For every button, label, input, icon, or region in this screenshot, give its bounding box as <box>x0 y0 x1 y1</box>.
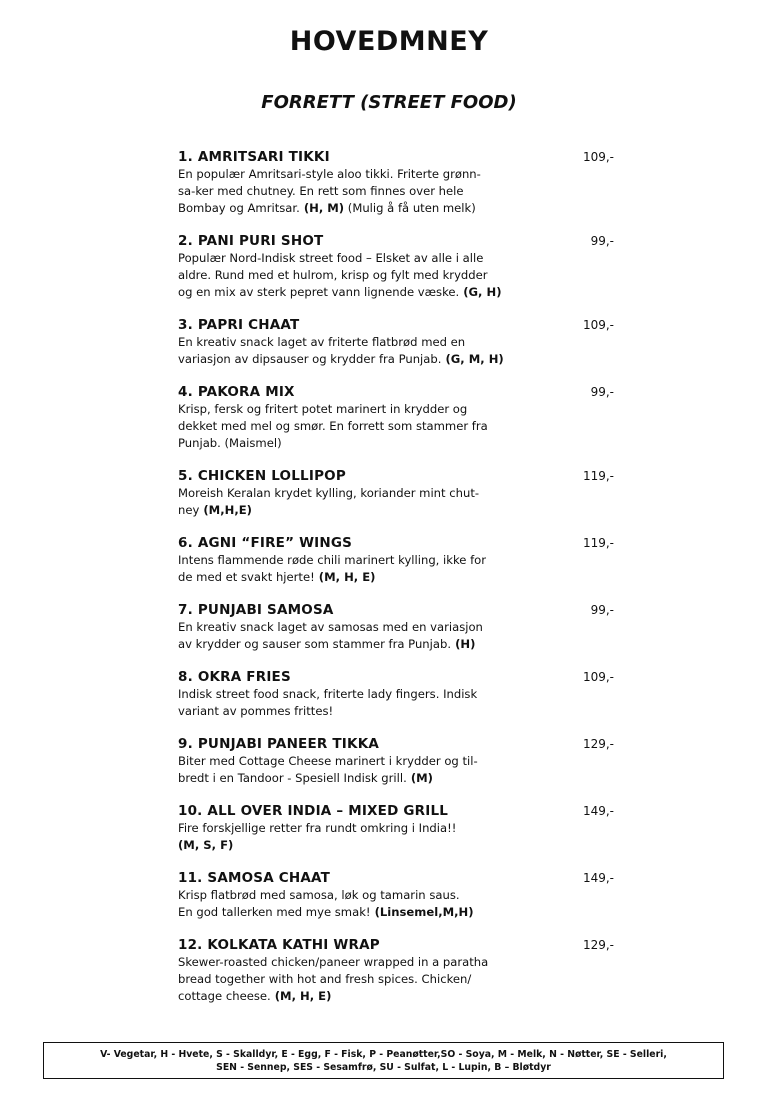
menu-item-header <box>178 534 614 552</box>
menu-item-description-line: Skewer-roasted chicken/paneer wrapped in a paratha <box>178 955 489 969</box>
menu-item-header <box>178 383 614 401</box>
menu-item-price: 99,- <box>590 385 614 399</box>
allergen-legend-line: SEN - Sennep, SES - Sesamfrø, SU - Sulfat, L - Lupin, B – Bløtdyr <box>216 1061 551 1073</box>
menu-item-description-line: En god tallerken med mye smak! <box>178 905 371 919</box>
menu-item-price: 109,- <box>582 670 614 684</box>
section-title: FORRETT (STREET FOOD) <box>261 92 517 113</box>
menu-item-description <box>178 485 524 519</box>
menu-item-allergens: (M) <box>406 771 433 785</box>
menu-item-description-line: Punjab. (Maismel) <box>178 436 282 450</box>
menu-item-allergens: (M, H, E) <box>314 570 376 584</box>
menu-item-header <box>178 148 614 166</box>
menu-item-header <box>178 601 614 619</box>
menu-item-name: 10. ALL OVER INDIA – MIXED GRILL <box>178 803 449 819</box>
menu-item <box>178 601 614 653</box>
menu-item-price: 149,- <box>582 804 614 818</box>
menu-item-name: 2. PANI PURI SHOT <box>178 233 324 249</box>
menu-item <box>178 148 614 217</box>
menu-item-description <box>178 250 524 301</box>
menu-item <box>178 869 614 921</box>
menu-item-description <box>178 686 524 720</box>
menu-item-description <box>178 334 524 368</box>
menu-item-description <box>178 954 524 1005</box>
menu-item-description-line: En kreativ snack laget av friterte flatbrød med en <box>178 335 466 349</box>
menu-item-description-line: Populær Nord-Indisk street food – Elsket av alle i alle <box>178 251 484 265</box>
menu-item-description <box>178 820 524 854</box>
menu-item-allergens: (M, S, F) <box>178 838 234 852</box>
menu-item-description-line: Biter med Cottage Cheese marinert i krydder og til- <box>178 754 478 768</box>
menu-item-header <box>178 735 614 753</box>
menu-item <box>178 936 614 1005</box>
menu-item-price: 109,- <box>582 318 614 332</box>
menu-item-name: 3. PAPRI CHAAT <box>178 317 300 333</box>
menu-item-name: 7. PUNJABI SAMOSA <box>178 602 334 618</box>
menu-item-price: 149,- <box>582 871 614 885</box>
allergen-legend <box>43 1042 724 1079</box>
menu-item <box>178 668 614 720</box>
menu-item <box>178 383 614 452</box>
menu-item-allergens: (G, M, H) <box>441 352 504 366</box>
menu-list <box>178 148 614 1020</box>
menu-item-header <box>178 936 614 954</box>
menu-item-allergens: (M, H, E) <box>270 989 332 1003</box>
menu-item-description-line: sa-ker med chutney. En rett som finnes over hele <box>178 184 464 198</box>
menu-item-description-line: Indisk street food snack, friterte lady fingers. Indisk <box>178 687 478 701</box>
menu-item-description-line: de med et svakt hjerte! <box>178 570 315 584</box>
menu-item-description-line: av krydder og sauser som stammer fra Punjab. <box>178 637 452 651</box>
menu-item-header <box>178 467 614 485</box>
menu-item-description-line: cottage cheese. <box>178 989 271 1003</box>
menu-item-name: 1. AMRITSARI TIKKI <box>178 149 330 165</box>
allergen-legend-line: V- Vegetar, H - Hvete, S - Skalldyr, E - Egg, F - Fisk, P - Peanøtter,SO - Soya, M - Melk, N - Nøtter, SE - Selleri, <box>100 1048 667 1060</box>
menu-item-description-line: Moreish Keralan krydet kylling, koriander mint chut- <box>178 486 480 500</box>
menu-item-description-line: ney <box>178 503 200 517</box>
menu-item-allergens: (Linsemel,M,H) <box>370 905 474 919</box>
menu-item-description-line: dekket med mel og smør. En forrett som stammer fra <box>178 419 488 433</box>
menu-item-allergens: (H, M) <box>299 201 345 215</box>
menu-item-price: 99,- <box>590 234 614 248</box>
menu-item-description-line: Krisp flatbrød med samosa, løk og tamarin saus. <box>178 888 460 902</box>
menu-item-description <box>178 619 524 653</box>
menu-item-description <box>178 753 524 787</box>
menu-item-note: (Mulig å få uten melk) <box>344 201 476 215</box>
menu-item-description-line: aldre. Rund med et hulrom, krisp og fylt med krydder <box>178 268 488 282</box>
menu-item-price: 119,- <box>582 469 614 483</box>
menu-item <box>178 316 614 368</box>
menu-item <box>178 467 614 519</box>
menu-item-description <box>178 401 524 452</box>
menu-item-name: 11. SAMOSA CHAAT <box>178 870 331 886</box>
menu-item-price: 129,- <box>582 938 614 952</box>
menu-item-header <box>178 316 614 334</box>
menu-item-header <box>178 802 614 820</box>
menu-item-description-line: Intens flammende røde chili marinert kylling, ikke for <box>178 553 487 567</box>
menu-item-header <box>178 668 614 686</box>
menu-item-name: 9. PUNJABI PANEER TIKKA <box>178 736 380 752</box>
menu-item-description-line: Krisp, fersk og fritert potet marinert in krydder og <box>178 402 468 416</box>
menu-item-description-line: Fire forskjellige retter fra rundt omkring i India!! <box>178 821 457 835</box>
page-title: HOVEDMNEY <box>289 26 489 57</box>
menu-item-description <box>178 166 524 217</box>
menu-item-description-line: bread together with hot and fresh spices. Chicken/ <box>178 972 472 986</box>
menu-item-price: 99,- <box>590 603 614 617</box>
menu-item <box>178 534 614 586</box>
menu-item <box>178 735 614 787</box>
menu-item-allergens: (M,H,E) <box>199 503 252 517</box>
menu-item <box>178 232 614 301</box>
menu-item-name: 4. PAKORA MIX <box>178 384 295 400</box>
menu-item-name: 5. CHICKEN LOLLIPOP <box>178 468 346 484</box>
menu-item-allergens: (H) <box>451 637 476 651</box>
menu-item <box>178 802 614 854</box>
menu-item-header <box>178 869 614 887</box>
menu-item-description <box>178 552 524 586</box>
menu-item-name: 8. OKRA FRIES <box>178 669 291 685</box>
menu-item-description-line: variant av pommes frittes! <box>178 704 334 718</box>
menu-item-price: 129,- <box>582 737 614 751</box>
menu-item-description-line: og en mix av sterk pepret vann lignende væske. <box>178 285 460 299</box>
menu-item-description-line: En kreativ snack laget av samosas med en variasjon <box>178 620 483 634</box>
menu-item-name: 12. KOLKATA KATHI WRAP <box>178 937 380 953</box>
menu-item-description-line: bredt i en Tandoor - Spesiell Indisk grill. <box>178 771 407 785</box>
menu-item-allergens: (G, H) <box>459 285 502 299</box>
menu-item-description-line: Bombay og Amritsar. <box>178 201 300 215</box>
menu-item-header <box>178 232 614 250</box>
menu-item-description-line: En populær Amritsari-style aloo tikki. Friterte grønn- <box>178 167 481 181</box>
menu-item-name: 6. AGNI “FIRE” WINGS <box>178 535 353 551</box>
menu-item-price: 109,- <box>582 150 614 164</box>
menu-item-description-line: variasjon av dipsauser og krydder fra Punjab. <box>178 352 442 366</box>
menu-item-price: 119,- <box>582 536 614 550</box>
menu-item-description <box>178 887 524 921</box>
